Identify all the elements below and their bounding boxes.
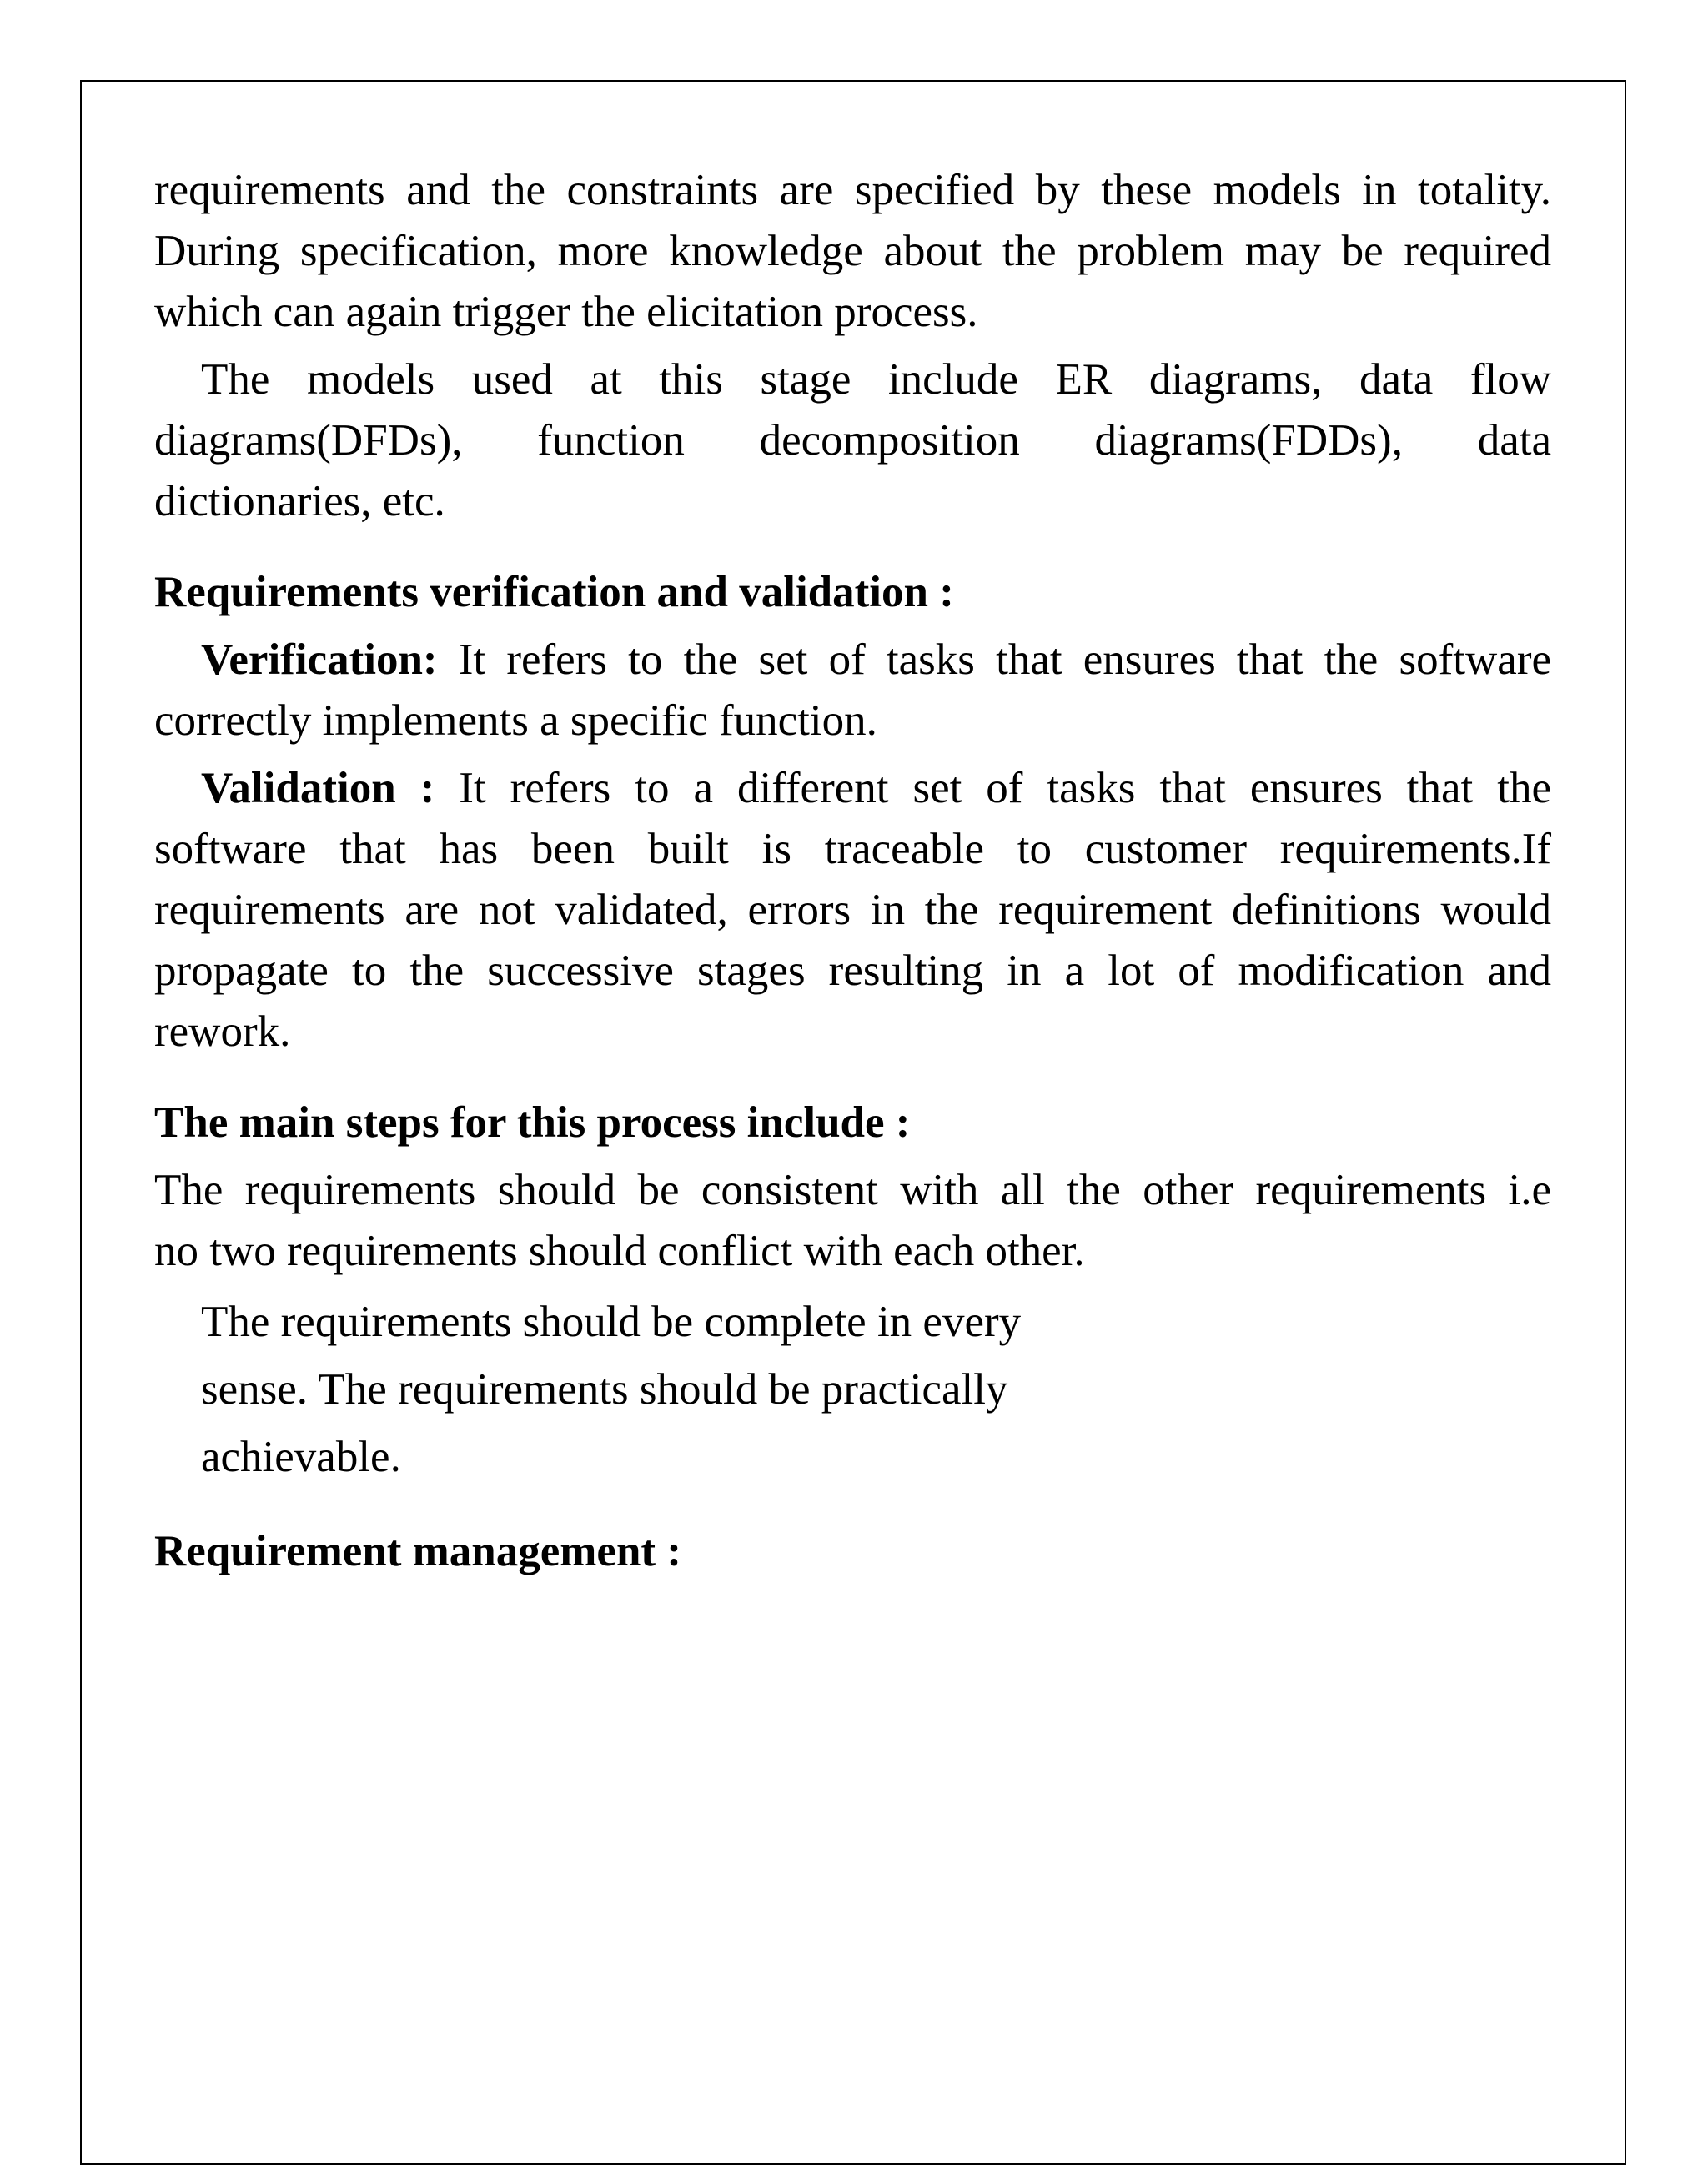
paragraph-verification bbox=[154, 630, 1551, 751]
text-line: requirements are not validated, errors in the requirement definitions would bbox=[154, 886, 1551, 934]
section-heading-main-steps: The main steps for this process include : bbox=[154, 1098, 911, 1147]
text-line: correctly implements a specific function. bbox=[154, 696, 877, 745]
list-line: achievable. bbox=[201, 1433, 401, 1481]
paragraph-specification bbox=[154, 160, 1551, 343]
text-line bbox=[154, 630, 1551, 691]
text-line bbox=[154, 758, 1551, 819]
text-line: The models used at this stage include ER diagrams, data flow bbox=[201, 355, 1551, 404]
text-line: propagate to the successive stages resulting in a lot of modification and bbox=[154, 947, 1551, 995]
text-line: The requirements should be consistent with all the other requirements i.e bbox=[154, 1166, 1551, 1214]
text-line: During specification, more knowledge about the problem may be required bbox=[154, 227, 1551, 275]
document-body bbox=[154, 160, 1551, 1582]
text-line: dictionaries, etc. bbox=[154, 477, 445, 525]
text-span: It refers to a different set of tasks that ensures that the bbox=[435, 764, 1552, 812]
text-span: It refers to the set of tasks that ensures that the software bbox=[437, 635, 1551, 684]
text-line: which can again trigger the elicitation process. bbox=[154, 288, 978, 336]
term-verification: Verification: bbox=[201, 635, 438, 684]
paragraph-models bbox=[154, 349, 1551, 532]
list-line: sense. The requirements should be practically bbox=[201, 1365, 1008, 1414]
paragraph-validation bbox=[154, 758, 1551, 1062]
text-line: rework. bbox=[154, 1007, 291, 1056]
list-line: The requirements should be complete in every bbox=[201, 1298, 1022, 1346]
paragraph-steps bbox=[154, 1160, 1551, 1282]
section-heading-requirement-management: Requirement management : bbox=[154, 1527, 681, 1575]
text-line: diagrams(DFDs), function decomposition diagrams(FDDs), data bbox=[154, 416, 1551, 465]
text-line: software that has been built is traceable to customer requirements.If bbox=[154, 825, 1551, 873]
text-line: requirements and the constraints are specified by these models in totality. bbox=[154, 166, 1551, 214]
section-heading-verification-validation: Requirements verification and validation : bbox=[154, 568, 954, 616]
text-line: no two requirements should conflict with each other. bbox=[154, 1227, 1085, 1275]
term-validation: Validation : bbox=[201, 764, 435, 812]
steps-list bbox=[154, 1288, 1551, 1491]
